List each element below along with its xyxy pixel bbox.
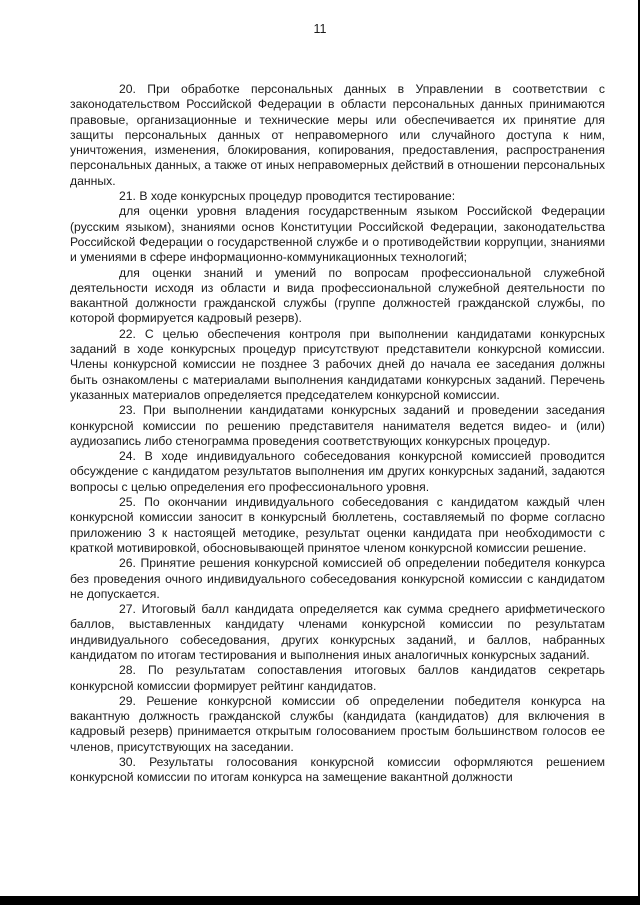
paragraph-21-item-1: для оценки уровня владения государственным языком Российской Федерации (русским языком), знаниями основ Конституции Российской Федерации, законодательства Российской Федерации о государственной службе и о противодействии коррупции, знаниями и умениями в сфере информационно-коммуникационных технологий; [70,204,605,265]
paragraph-24: 24. В ходе индивидуального собеседования конкурсной комиссией проводится обсуждение с кандидатом результатов выполнения им других конкурсных заданий, задаются вопросы с целью определения его профессионального уровня. [70,449,605,494]
paragraph-30: 30. Результаты голосования конкурсной комиссии оформляются решением конкурсной комиссии по итогам конкурса на замещение вакантной должности [70,755,605,785]
paragraph-21-item-2: для оценки знаний и умений по вопросам профессиональной служебной деятельности исходя из области и вида профессиональной служебной деятельности по вакантной должности гражданской службы (группе должностей гражданской службы, по которой формируется кадровый резерв). [70,265,605,326]
scan-edge-bottom [0,896,640,905]
paragraph-28: 28. По результатам сопоставления итоговых баллов кандидатов секретарь конкурсной комиссии формирует рейтинг кандидатов. [70,663,605,693]
paragraph-27: 27. Итоговый балл кандидата определяется как сумма среднего арифметического баллов, выставленных кандидату членами конкурсной комиссии по результатам индивидуального собеседования, других конкурсных заданий, и баллов, набранных кандидатом по итогам тестирования и выполнения иных аналогичных конкурсных заданий. [70,602,605,662]
paragraph-23: 23. При выполнении кандидатами конкурсных заданий и проведении заседания конкурсной комиссии по решению представителя нанимателя ведется видео- и (или) аудиозапись либо стенограмма проведения соответствующих конкурсных процедур. [70,403,605,448]
page-number: 11 [313,22,327,36]
paragraph-29: 29. Решение конкурсной комиссии об определении победителя конкурса на вакантную должность гражданской службы (кандидата (кандидатов) для включения в кадровый резерв) принимается открытым голосованием простым большинством голосов ее членов, присутствующих на заседании. [70,693,605,754]
paragraph-26: 26. Принятие решения конкурсной комиссией об определении победителя конкурса без проведения очного индивидуального собеседования конкурсной комиссии с кандидатом не допускается. [70,556,605,601]
paragraph-22: 22. С целью обеспечения контроля при выполнении кандидатами конкурсных заданий в ходе конкурсных процедур присутствуют представители конкурсной комиссии. Члены конкурсной комиссии не позднее 3 рабочих дней до начала ее заседания должны быть ознакомлены с материалами выполнения кандидатами конкурсных заданий. Перечень указанных материалов определяется председателем конкурсной комиссии. [70,326,605,402]
paragraph-20: 20. При обработке персональных данных в Управлении в соответствии с законодательством Российской Федерации в области персональных данных принимаются правовые, организационные и технические меры или обеспечивается их принятие для защиты персональных данных от неправомерного или случайного доступа к ним, уничтожения, изменения, блокирования, копирования, предоставления, распространения персональных данных, а также от иных неправомерных действий в отношении персональных данных. [70,82,605,188]
paragraph-21: 21. В ходе конкурсных процедур проводится тестирование: [119,189,456,204]
document-body [70,82,605,786]
paragraph-25: 25. По окончании индивидуального собеседования с кандидатом каждый член конкурсной комиссии заносит в конкурсный бюллетень, составляемый по форме согласно приложению 3 к настоящей методике, результат оценки кандидата при необходимости с краткой мотивировкой, обосновывающей принятое членом конкурсной комиссии решение. [70,495,605,555]
